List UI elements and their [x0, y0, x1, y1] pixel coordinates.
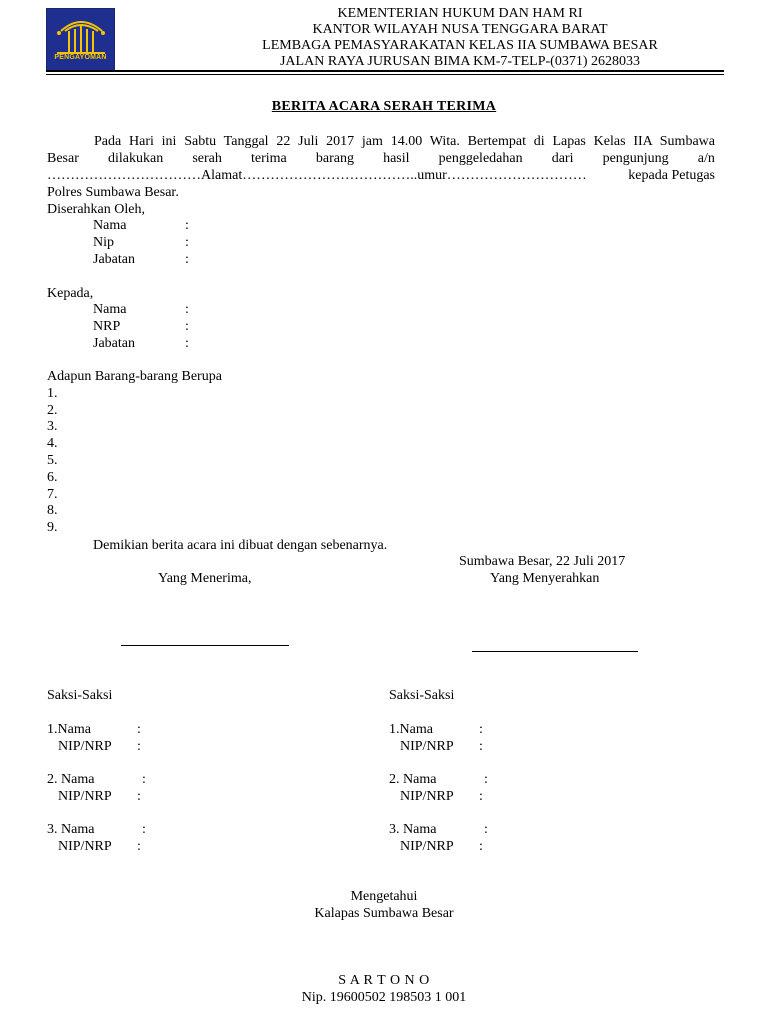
- saksi-colon: :: [479, 722, 483, 737]
- list-item: 5.: [47, 453, 58, 468]
- field-label: Nama: [93, 218, 127, 233]
- signatory-name: S A R T O N O: [338, 973, 430, 988]
- saksi-name-label: 1.Nama: [389, 722, 433, 737]
- saksi-nip-label: NIP/NRP: [400, 739, 454, 754]
- intro-line-3: [47, 167, 715, 184]
- dots-umur: …………………………: [446, 168, 587, 183]
- saksi-colon: :: [484, 772, 488, 787]
- field-label: Jabatan: [93, 252, 135, 267]
- saksi-nip-label: NIP/NRP: [58, 739, 112, 754]
- field-label: Jabatan: [93, 336, 135, 351]
- kalapas-title: Kalapas Sumbawa Besar: [314, 906, 454, 921]
- field-colon: :: [185, 336, 189, 351]
- place-date: Sumbawa Besar, 22 Juli 2017: [459, 554, 626, 569]
- list-item: 2.: [47, 403, 58, 418]
- list-item: 4.: [47, 436, 58, 451]
- field-label: Nip: [93, 235, 114, 250]
- list-item: 3.: [47, 419, 58, 434]
- field-colon: :: [185, 252, 189, 267]
- umur-label: umur: [417, 168, 447, 183]
- saksi-heading-right: Saksi-Saksi: [389, 688, 455, 703]
- saksi-name-label: 2. Nama: [389, 772, 437, 787]
- saksi-colon: :: [142, 772, 146, 787]
- header-line-3: LEMBAGA PEMASYARAKATAN KELAS IIA SUMBAWA BESAR: [262, 38, 658, 53]
- intro-word: penggeledahan: [438, 151, 523, 166]
- saksi-colon: :: [137, 739, 141, 754]
- closing-statement: Demikian berita acara ini dibuat dengan sebenarnya.: [93, 538, 388, 553]
- intro-word: serah: [192, 151, 222, 166]
- intro-line-1: Pada Hari ini Sabtu Tanggal 22 Juli 2017 jam 14.00 Wita. Bertempat di Lapas Kelas IIA Sumbawa: [94, 134, 715, 149]
- mengetahui-label: Mengetahui: [350, 889, 418, 904]
- receiver-label: Yang Menerima,: [158, 571, 252, 586]
- document-title: BERITA ACARA SERAH TERIMA: [271, 99, 497, 114]
- saksi-colon: :: [479, 839, 483, 854]
- kepada-heading: Kepada,: [47, 286, 94, 301]
- field-label: Nama: [93, 302, 127, 317]
- giver-signature-line: [472, 651, 638, 652]
- list-item: 6.: [47, 470, 58, 485]
- header-line-1: KEMENTERIAN HUKUM DAN HAM RI: [337, 6, 583, 21]
- intro-word: dari: [551, 151, 574, 166]
- saksi-colon: :: [142, 822, 146, 837]
- saksi-nip-label: NIP/NRP: [58, 839, 112, 854]
- saksi-name-label: 1.Nama: [47, 722, 91, 737]
- intro-word: pengunjung: [602, 151, 669, 166]
- header-line-2: KANTOR WILAYAH NUSA TENGGARA BARAT: [312, 22, 608, 37]
- field-colon: :: [185, 218, 189, 233]
- field-colon: :: [185, 235, 189, 250]
- giver-label: Yang Menyerahkan: [490, 571, 600, 586]
- saksi-colon: :: [137, 722, 141, 737]
- diserahkan-heading: Diserahkan Oleh,: [47, 202, 145, 217]
- intro-word: Besar: [47, 151, 79, 166]
- list-item: 8.: [47, 503, 58, 518]
- intro-word: dilakukan: [108, 151, 164, 166]
- pengayoman-logo: [46, 8, 115, 72]
- field-label: NRP: [93, 319, 121, 334]
- saksi-colon: :: [137, 789, 141, 804]
- dots-alamat: ………………………………..: [242, 168, 418, 183]
- signatory-nip: Nip. 19600502 198503 1 001: [301, 990, 467, 1005]
- saksi-colon: :: [484, 822, 488, 837]
- field-colon: :: [185, 319, 189, 334]
- intro-word: hasil: [383, 151, 410, 166]
- list-item: 7.: [47, 487, 58, 502]
- intro-line-3-end: kepada Petugas: [628, 168, 715, 183]
- saksi-colon: :: [137, 839, 141, 854]
- field-colon: :: [185, 302, 189, 317]
- header-line-4: JALAN RAYA JURUSAN BIMA KM-7-TELP-(0371) 2628033: [279, 54, 640, 69]
- saksi-colon: :: [479, 739, 483, 754]
- intro-line-4: Polres Sumbawa Besar.: [47, 185, 179, 200]
- alamat-label: Alamat: [201, 168, 243, 183]
- list-item: 9.: [47, 520, 58, 535]
- intro-word: a/n: [697, 151, 715, 166]
- saksi-colon: :: [479, 789, 483, 804]
- intro-line-2: [47, 150, 715, 167]
- list-item: 1.: [47, 386, 58, 401]
- logo-caption: PENGAYOMAN: [54, 54, 107, 61]
- saksi-name-label: 3. Nama: [47, 822, 95, 837]
- saksi-name-label: 3. Nama: [389, 822, 437, 837]
- intro-word: barang: [315, 151, 354, 166]
- barang-heading: Adapun Barang-barang Berupa: [47, 369, 222, 384]
- intro-word: terima: [250, 151, 287, 166]
- receiver-signature-line: [121, 645, 289, 646]
- dots-name: ……………………………: [47, 168, 201, 183]
- header-rule-thin: [46, 74, 724, 75]
- saksi-nip-label: NIP/NRP: [400, 839, 454, 854]
- saksi-nip-label: NIP/NRP: [400, 789, 454, 804]
- header-rule-thick: [46, 70, 724, 72]
- saksi-nip-label: NIP/NRP: [58, 789, 112, 804]
- saksi-heading-left: Saksi-Saksi: [47, 688, 113, 703]
- saksi-name-label: 2. Nama: [47, 772, 95, 787]
